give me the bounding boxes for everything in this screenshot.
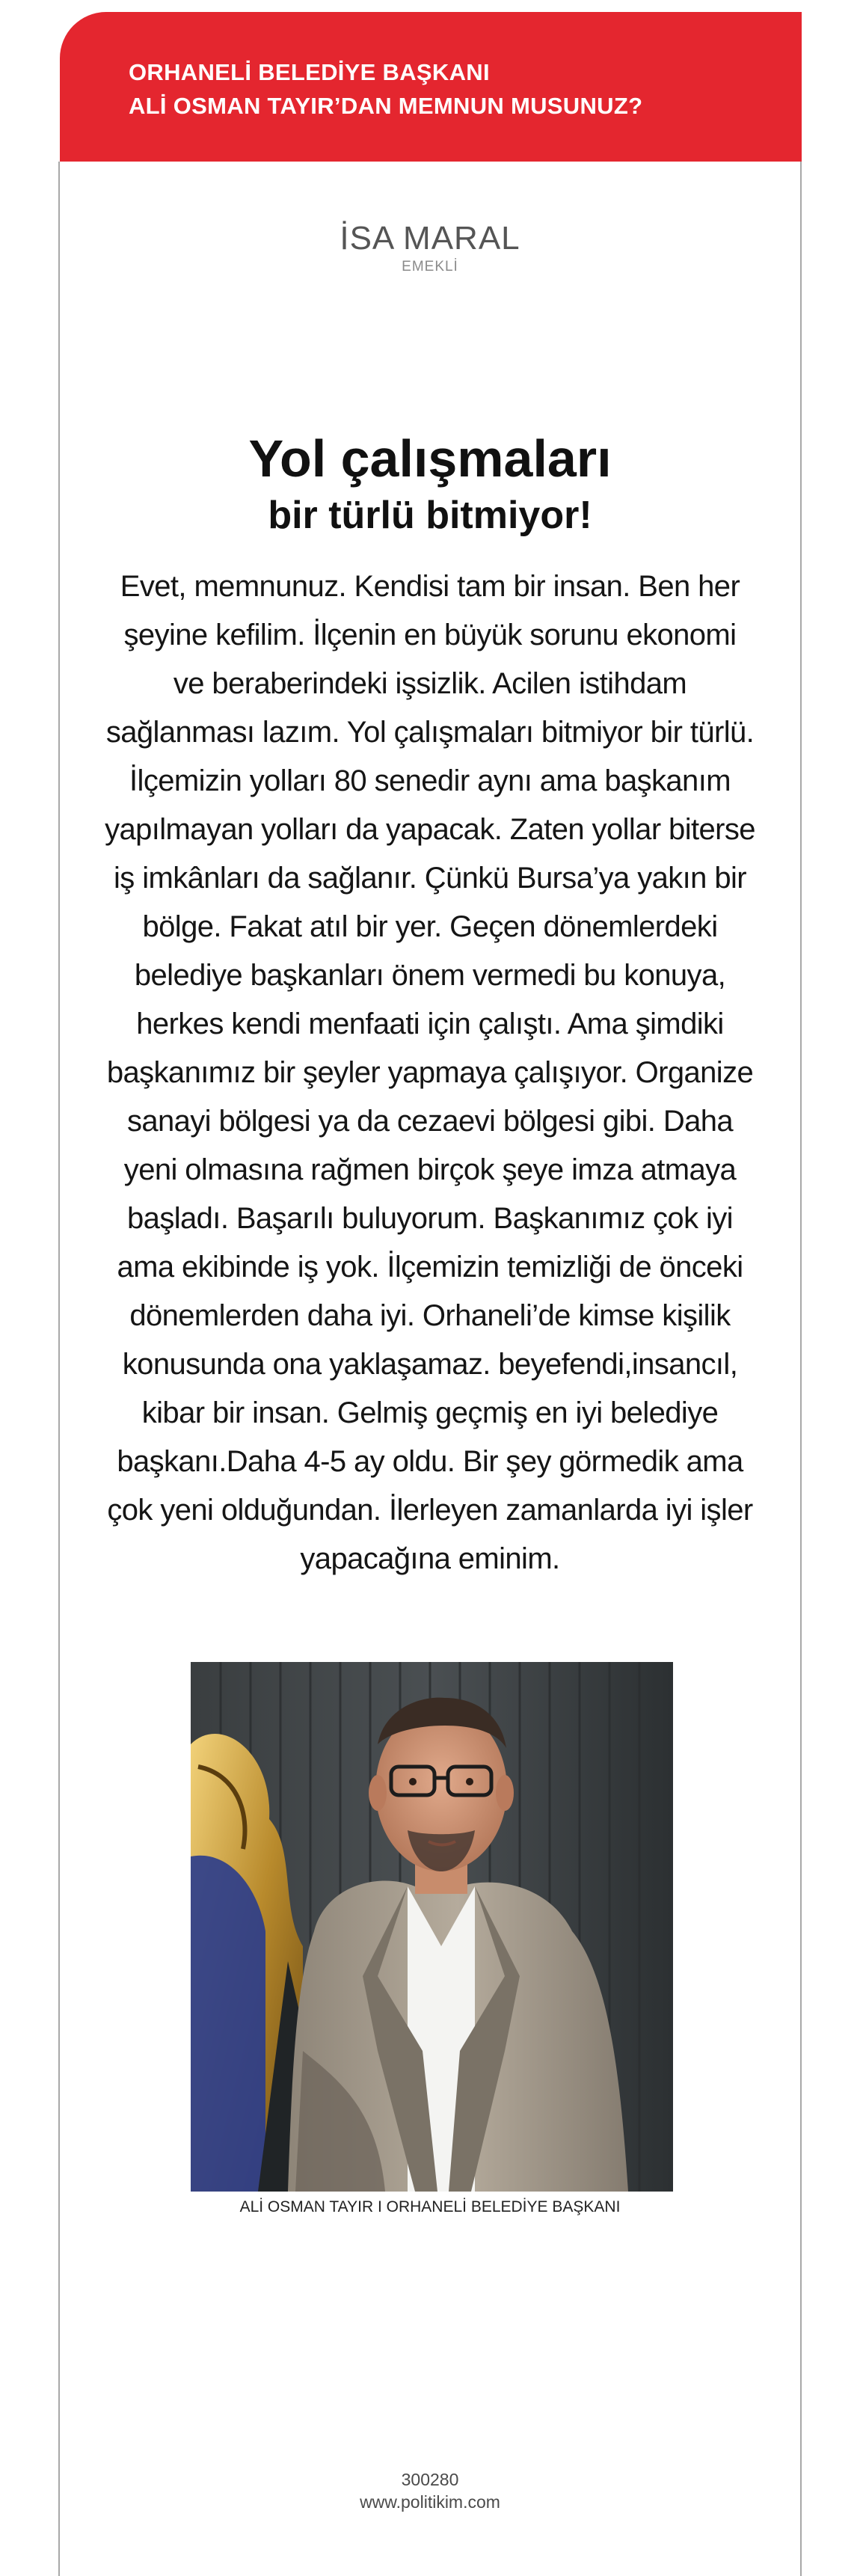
banner-title-line-2: ALİ OSMAN TAYIR’DAN MEMNUN MUSUNUZ? — [129, 93, 643, 119]
author-role: EMEKLİ — [402, 259, 458, 275]
photo-caption: ALİ OSMAN TAYIR I ORHANELİ BELEDİYE BAŞKANI — [239, 2198, 621, 2215]
banner-title-line-1: ORHANELİ BELEDİYE BAŞKANI — [129, 59, 490, 85]
headline-line-1: Yol çalışmaları — [248, 429, 612, 488]
article-headline — [0, 426, 860, 540]
portrait-illustration — [191, 1662, 673, 2192]
author-block — [0, 219, 860, 276]
page-footer — [0, 2468, 860, 2513]
footer-code: 300280 — [401, 2470, 459, 2489]
mayor-portrait-photo — [191, 1662, 673, 2192]
footer-website-link[interactable]: www.politikim.com — [360, 2492, 500, 2512]
article-body: Evet, memnunuz. Kendisi tam bir insan. Ben her şeyine kefilim. İlçenin en büyük sorunu ekonomi ve beraberindeki işsizlik. Acilen istihdam sağlanması lazım. Yol çalışmaları bitmiyor bir türlü. İlçemizin yolları 80 senedir aynı ama başkanım yapılmayan yolları da yapacak. Zaten yollar biterse iş imkânları da sağlanır. Çünkü Bursa’ya yakın bir bölge. Fakat atıl bir yer. Geçen dönemlerdeki belediye başkanları önem vermedi bu konuya, herkes kendi menfaati için çalıştı. Ama şimdiki başkanımız bir şeyler yapmaya çalışıyor. Organize sanayi bölgesi ya da cezaevi bölgesi gibi. Daha yeni olmasına rağmen birçok şeye imza atmaya başladı. Başarılı buluyorum. Başkanımız çok iyi ama ekibinde iş yok. İlçemizin temizliği de önceki dönemlerden daha iyi. Orhaneli’de kimse kişilik konusunda ona yaklaşamaz. beyefendi,insancıl, kibar bir insan. Gelmiş geçmiş en iyi belediye başkanı.Daha 4-5 ay oldu. Bir şey görmedik ama çok yeni olduğundan. İlerleyen zamanlarda iyi işler yapacağına eminim. — [105, 570, 755, 1575]
headline-line-2: bir türlü bitmiyor! — [268, 494, 592, 537]
header-banner — [60, 12, 802, 162]
author-name: İSA MARAL — [340, 220, 520, 257]
